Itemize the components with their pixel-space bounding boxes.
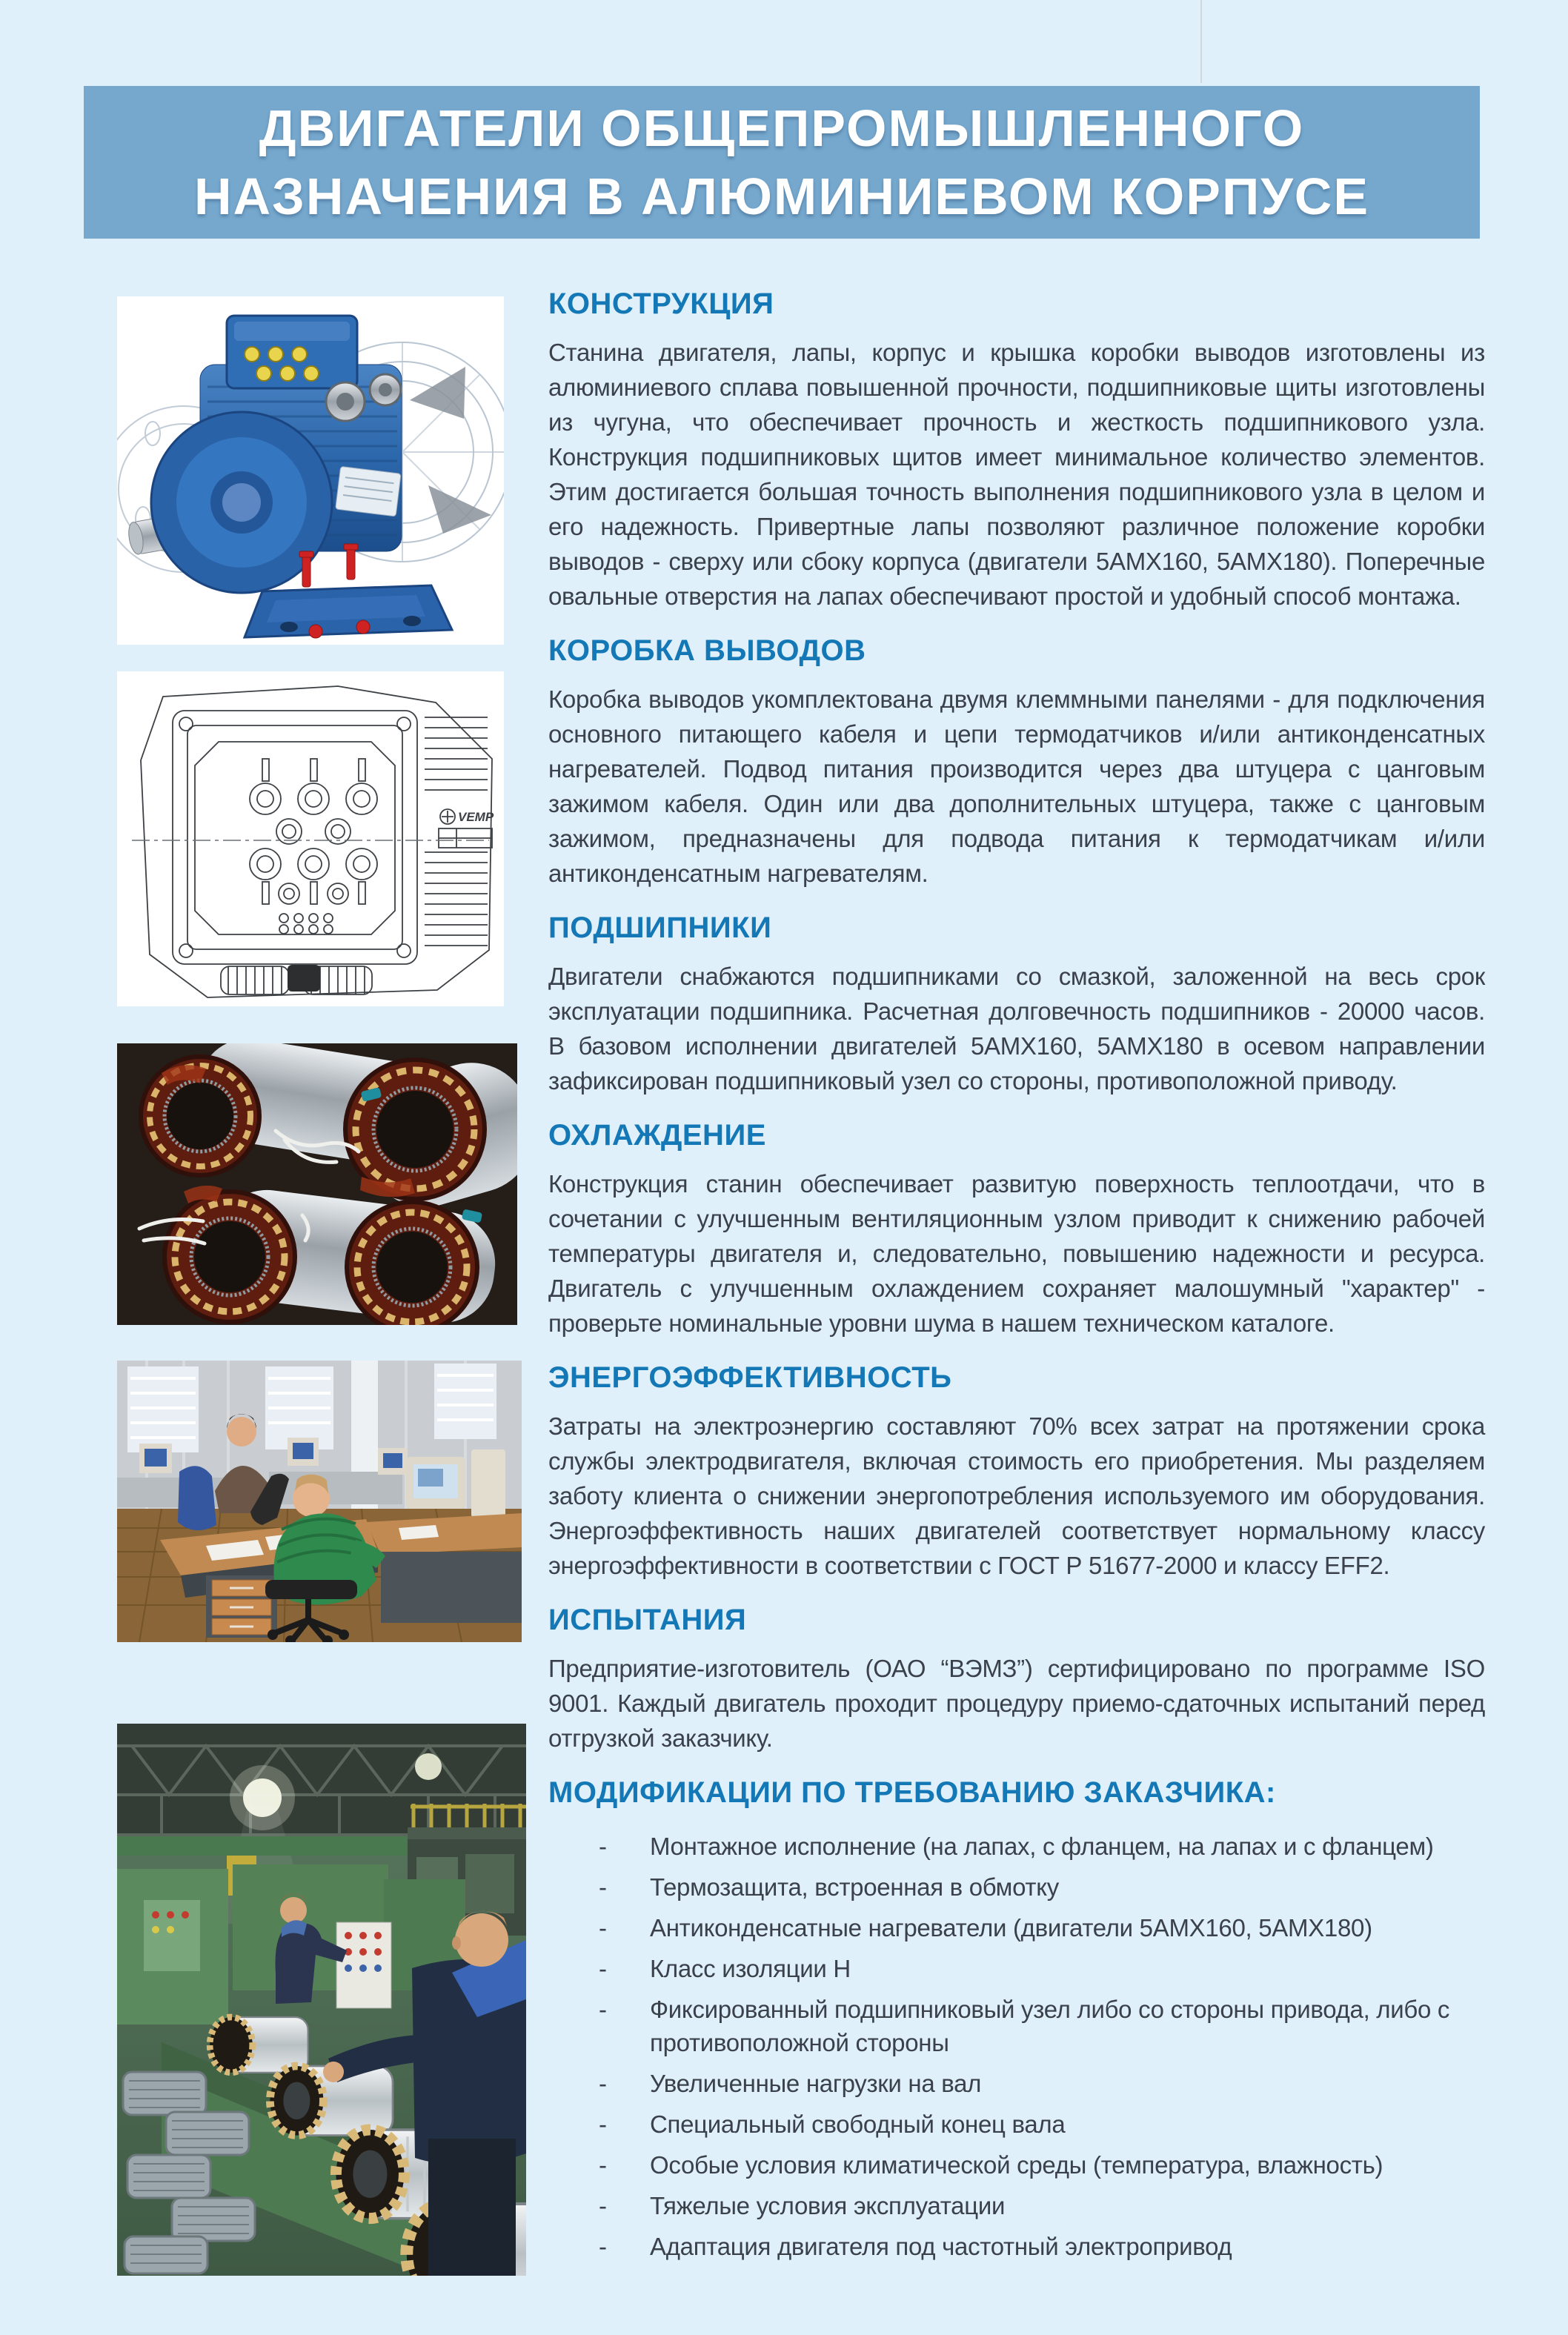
assembly-line-photo xyxy=(117,1724,526,2276)
section-heading-modifications: МОДИФИКАЦИИ ПО ТРЕБОВАНИЮ ЗАКАЗЧИКА: xyxy=(548,1776,1276,1809)
list-item xyxy=(548,1870,1485,1904)
dash-bullet: - xyxy=(599,2110,607,2138)
list-item xyxy=(548,2189,1485,2222)
list-item xyxy=(548,1993,1485,2059)
list-item-text: Монтажное исполнение (на лапах, с фланцем, на лапах и с фланцем) xyxy=(650,1833,1434,1860)
page-title-line-1: ДВИГАТЕЛИ ОБЩЕПРОМЫШЛЕННОГО xyxy=(259,99,1305,157)
list-item xyxy=(548,2148,1485,2182)
dash-bullet: - xyxy=(599,1955,607,1982)
dash-bullet: - xyxy=(599,1833,607,1860)
terminal-box-drawing-image xyxy=(117,671,504,1006)
list-item-text: Антиконденсатные нагреватели (двигатели 5АМХ160, 5АМХ180) xyxy=(650,1914,1372,1942)
section-terminal-box xyxy=(548,633,1485,891)
list-item xyxy=(548,2108,1485,2141)
list-item xyxy=(548,1952,1485,1985)
list-item-text: Тяжелые условия эксплуатации xyxy=(650,2192,1006,2219)
section-construction xyxy=(548,286,1485,614)
section-tests xyxy=(548,1602,1485,1756)
dash-bullet: - xyxy=(599,2070,607,2097)
motor-3d-render-image xyxy=(117,296,504,645)
list-item-text: Адаптация двигателя под частотный электропривод xyxy=(650,2233,1232,2260)
section-body-cooling: Конструкция станин обеспечивает развитую поверхность теплоотдачи, что в сочетании с улучшенным вентиляционным узлом приводит к снижению рабочей температуры двигателя и, следовательно, повышению надежности и ресурса. Двигатель с улучшенным охлаждением сохраняет малошумный "характер" - проверьте номинальные уровни шума в нашем техническом каталоге. xyxy=(548,1170,1485,1337)
dash-bullet: - xyxy=(599,2151,607,2179)
section-body-energy-efficiency: Затраты на электроэнергию составляют 70% всех затрат на протяжении срока службы электродвигателя, включая стоимость его приобретения. Мы разделяем заботу клиента о снижении энергопотребления используемого им оборудования. Энергоэффективность наших двигателей соответствует нормальному классу энергоэффективности в соответствии с ГОСТ Р 51677-2000 и классу EFF2. xyxy=(548,1412,1485,1579)
dash-bullet: - xyxy=(599,1873,607,1901)
list-item xyxy=(548,1911,1485,1944)
dash-bullet: - xyxy=(599,2192,607,2219)
section-modifications xyxy=(548,1775,1485,2263)
title-banner xyxy=(84,86,1480,239)
section-body-terminal-box: Коробка выводов укомплектована двумя клеммными панелями - для подключения основного питающего кабеля и цепи термодатчиков и/или антиконденсатных нагревателей. Подвод питания производится через два штуцера с цанговым зажимом кабеля. Один или два дополнительных штуцера, также с цанговым зажимом, предназначены для подвода питания к термодатчикам и/или антиконденсатным нагревателям. xyxy=(548,685,1485,887)
modifications-list xyxy=(548,1830,1485,2263)
design-office-photo xyxy=(117,1361,522,1642)
dash-bullet: - xyxy=(599,1914,607,1942)
section-heading-tests: ИСПЫТАНИЯ xyxy=(548,1604,747,1636)
section-body-tests: Предприятие-изготовитель (ОАО “ВЭМЗ”) сертифицировано по программе ISO 9001. Каждый двигатель проходит процедуру приемо-сдаточных испытаний перед отгрузкой заказчику. xyxy=(548,1655,1485,1752)
dash-bullet: - xyxy=(599,2233,607,2260)
list-item xyxy=(548,2230,1485,2263)
list-item-text: Особые условия климатической среды (температура, влажность) xyxy=(650,2151,1383,2179)
section-heading-energy-efficiency: ЭНЕРГОЭФФЕКТИВНОСТЬ xyxy=(548,1361,952,1394)
stator-windings-photo xyxy=(117,1043,517,1325)
text-column xyxy=(548,286,1485,2271)
list-item-text: Класс изоляции Н xyxy=(650,1955,851,1982)
page-title-line-2: НАЗНАЧЕНИЯ В АЛЮМИНИЕВОМ КОРПУСЕ xyxy=(193,167,1370,225)
section-heading-bearings: ПОДШИПНИКИ xyxy=(548,911,772,944)
section-body-construction: Станина двигателя, лапы, корпус и крышка коробки выводов изготовлены из алюминиевого сплава повышенной прочности, подшипниковые щиты изготовлены из чугуна, что обеспечивает прочность и жесткость подшипникового узла. Конструкция подшипниковых щитов имеет минимальное количество элементов. Этим достигается большая точность выполнения подшипникового узла в целом и его надежность. Привертные лапы позволяют различное положение коробки выводов - сверху или сбоку корпуса (двигатели 5АМХ160, 5АМХ180). Поперечные овальные отверстия на лапах обеспечивают простой и удобный способ монтажа. xyxy=(548,339,1485,610)
section-body-bearings: Двигатели снабжаются подшипниками со смазкой, заложенной на весь срок эксплуатации подшипника. Расчетная долговечность подшипников - 20000 часов. В базовом исполнении двигателей 5АМХ160, 5АМХ180 в осевом направлении зафиксирован подшипниковый узел со стороны, противоположной приводу. xyxy=(548,963,1485,1095)
section-heading-construction: КОНСТРУКЦИЯ xyxy=(548,288,774,320)
section-cooling xyxy=(548,1117,1485,1341)
section-energy-efficiency xyxy=(548,1360,1485,1583)
list-item-text: Фиксированный подшипниковый узел либо со стороны привода, либо с противоположной стороны xyxy=(650,1996,1450,2056)
list-item xyxy=(548,2067,1485,2100)
page-fold-line xyxy=(1200,0,1202,83)
section-heading-cooling: ОХЛАЖДЕНИЕ xyxy=(548,1119,766,1152)
list-item-text: Специальный свободный конец вала xyxy=(650,2110,1066,2138)
list-item-text: Термозащита, встроенная в обмотку xyxy=(650,1873,1059,1901)
vemp-logo-label: VEMP xyxy=(458,810,494,824)
list-item-text: Увеличенные нагрузки на вал xyxy=(650,2070,982,2097)
list-item xyxy=(548,1830,1485,1863)
section-bearings xyxy=(548,910,1485,1098)
section-heading-terminal-box: КОРОБКА ВЫВОДОВ xyxy=(548,634,866,667)
dash-bullet: - xyxy=(599,1996,607,2023)
